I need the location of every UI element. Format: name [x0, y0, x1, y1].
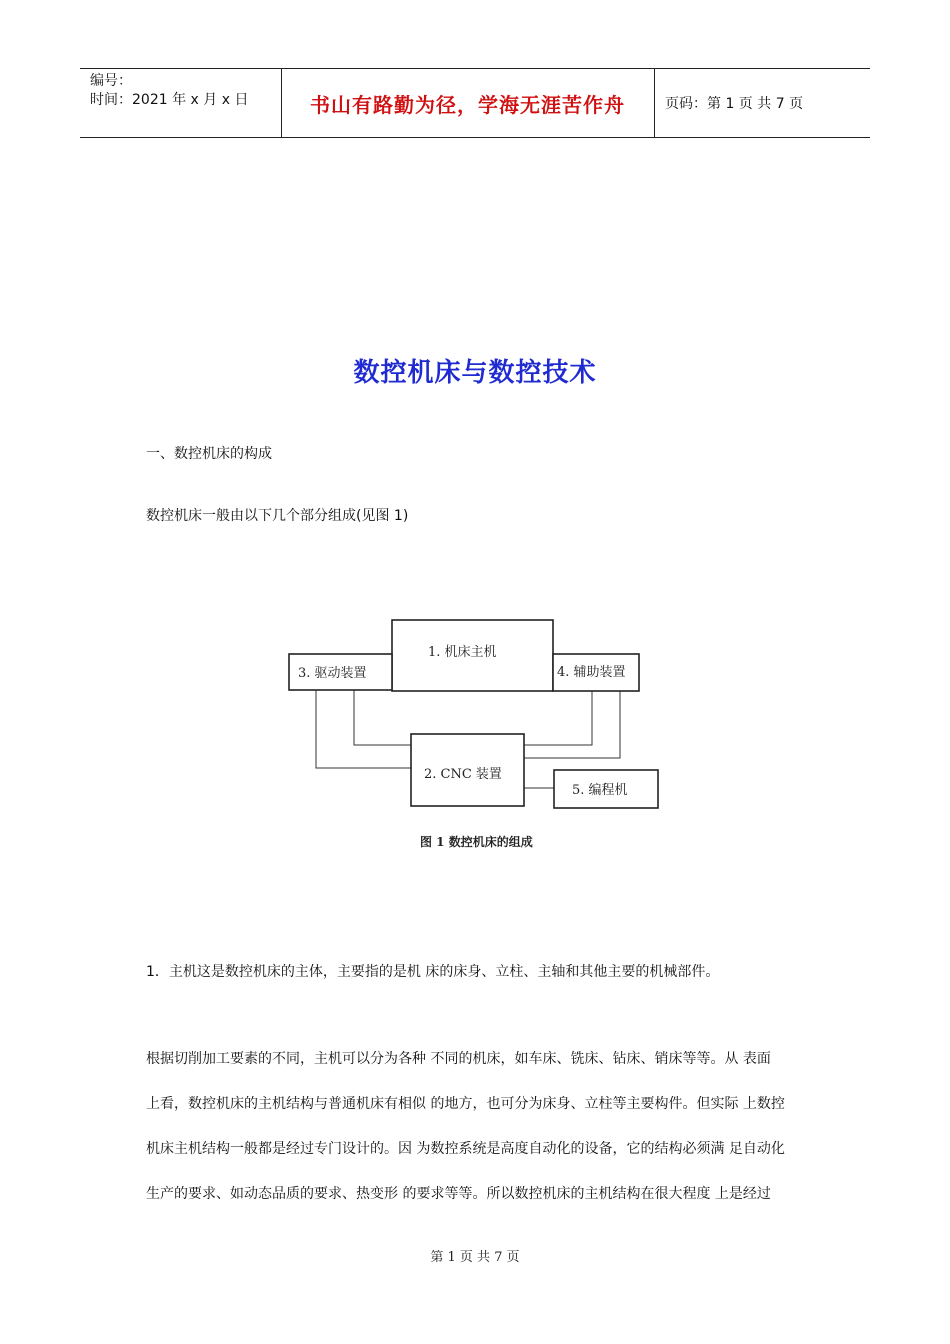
- header-table: [80, 68, 870, 138]
- body-line: 根据切削加工要素的不同，主机可以分为各种 不同的机床，如车床、铣床、钻床、销床等等。从 表面: [146, 1051, 771, 1067]
- intro-paragraph: 数控机床一般由以下几个部分组成(见图 1): [146, 508, 409, 524]
- connector-drive-cnc-inner: [354, 690, 411, 745]
- time-label: 时间：2021 年 x 月 x 日: [90, 92, 249, 108]
- header-info-cell: [80, 69, 282, 137]
- page-label: 页码：第 1 页 共 7 页: [665, 96, 804, 112]
- page-footer: 第 1 页 共 7 页: [430, 1250, 520, 1265]
- label-host: 1. 机床主机: [428, 645, 497, 660]
- figure-caption: 图 1 数控机床的组成: [420, 835, 533, 849]
- composition-diagram: [280, 610, 680, 860]
- label-cnc: 2. CNC 装置: [424, 767, 502, 782]
- document-title: 数控机床与数控技术: [353, 358, 597, 388]
- connector-aux-cnc: [524, 690, 620, 758]
- label-prog: 5. 编程机: [572, 783, 628, 798]
- label-aux: 4. 辅助装置: [557, 665, 626, 680]
- body-line: 上看，数控机床的主机结构与普通机床有相似 的地方，也可分为床身、立柱等主要构件。但实际 上数控: [146, 1096, 785, 1112]
- header-page-cell: [655, 69, 870, 137]
- number-label: 编号：: [90, 73, 132, 89]
- connector-drive-cnc-outer: [316, 690, 411, 768]
- body-line: 生产的要求、如动态品质的要求、热变形 的要求等等。所以数控机床的主机结构在很大程度 上是经过: [146, 1186, 771, 1202]
- item-1: 1．主机这是数控机床的主体，主要指的是机 床的床身、立柱、主轴和其他主要的机械部件。: [146, 964, 720, 980]
- label-drive: 3. 驱动装置: [298, 666, 367, 681]
- body-line: 机床主机结构一般都是经过专门设计的。因 为数控系统是高度自动化的设备，它的结构必须满 足自动化: [146, 1141, 785, 1157]
- header-motto-cell: [281, 69, 655, 137]
- section-heading: 一、数控机床的构成: [146, 446, 272, 462]
- body-paragraph: [146, 1048, 806, 1228]
- motto: 书山有路勤为径，学海无涯苦作舟: [310, 92, 625, 117]
- connector-aux-cnc-inner: [524, 690, 592, 745]
